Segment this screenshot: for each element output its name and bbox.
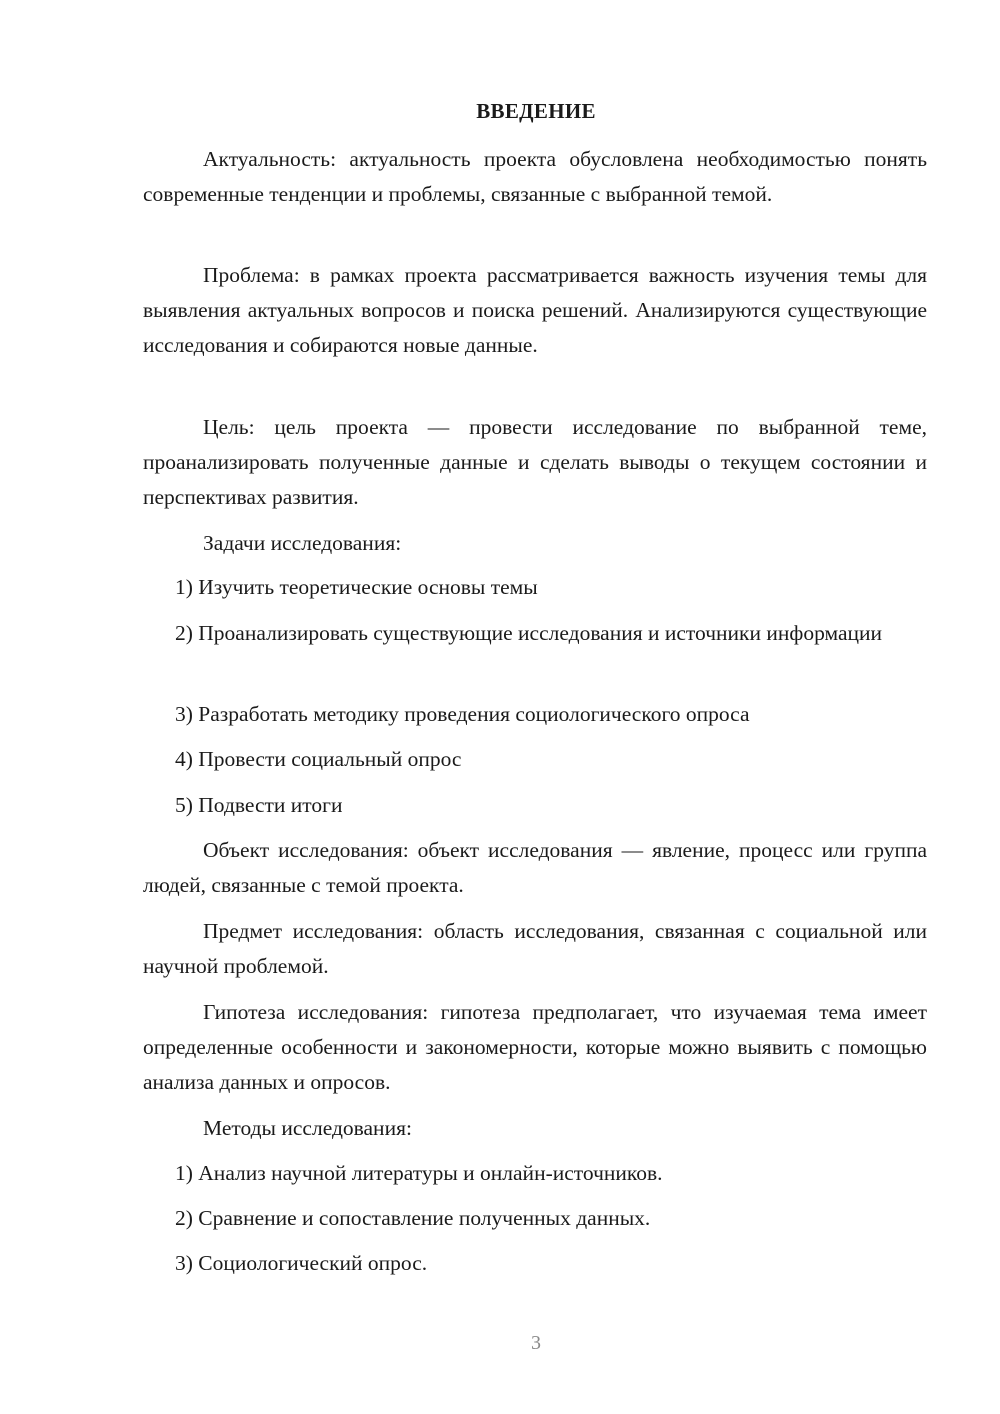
- page-number: 3: [531, 1332, 541, 1354]
- page-title: ВВЕДЕНИЕ: [476, 99, 596, 123]
- paragraph-goal: Цель: цель проекта — провести исследование по выбранной теме, проанализировать полученные данные и сделать выводы о текущем состоянии и перспективах развития.: [143, 415, 927, 509]
- list-item-method-1: 1) Анализ научной литературы и онлайн-источников.: [175, 1161, 663, 1185]
- paragraph-relevance: Актуальность: актуальность проекта обусловлена необходимостью понять современные тенденции и проблемы, связанные с выбранной темой.: [143, 147, 927, 206]
- paragraph-object: Объект исследования: объект исследования — явление, процесс или группа людей, связанные с темой проекта.: [143, 838, 927, 897]
- list-item-task-3: 3) Разработать методику проведения социологического опроса: [175, 702, 750, 726]
- paragraph-tasks-heading: Задачи исследования:: [203, 531, 402, 555]
- paragraph-subject: Предмет исследования: область исследования, связанная с социальной или научной проблемой.: [143, 919, 927, 978]
- paragraph-problem: Проблема: в рамках проекта рассматривается важность изучения темы для выявления актуальных вопросов и поиска решений. Анализируются существующие исследования и собираются новые данные.: [143, 263, 927, 357]
- paragraph-hypothesis: Гипотеза исследования: гипотеза предполагает, что изучаемая тема имеет определенные особенности и закономерности, которые можно выявить с помощью анализа данных и опросов.: [143, 1000, 927, 1094]
- list-item-task-2: 2) Проанализировать существующие исследования и источники информации: [175, 621, 883, 645]
- paragraph-methods-heading: Методы исследования:: [203, 1116, 412, 1140]
- list-item-method-3: 3) Социологический опрос.: [175, 1251, 428, 1275]
- list-item-task-5: 5) Подвести итоги: [175, 793, 343, 817]
- list-item-method-2: 2) Сравнение и сопоставление полученных данных.: [175, 1206, 651, 1230]
- list-item-task-4: 4) Провести социальный опрос: [175, 747, 462, 771]
- list-item-task-1: 1) Изучить теоретические основы темы: [175, 575, 538, 599]
